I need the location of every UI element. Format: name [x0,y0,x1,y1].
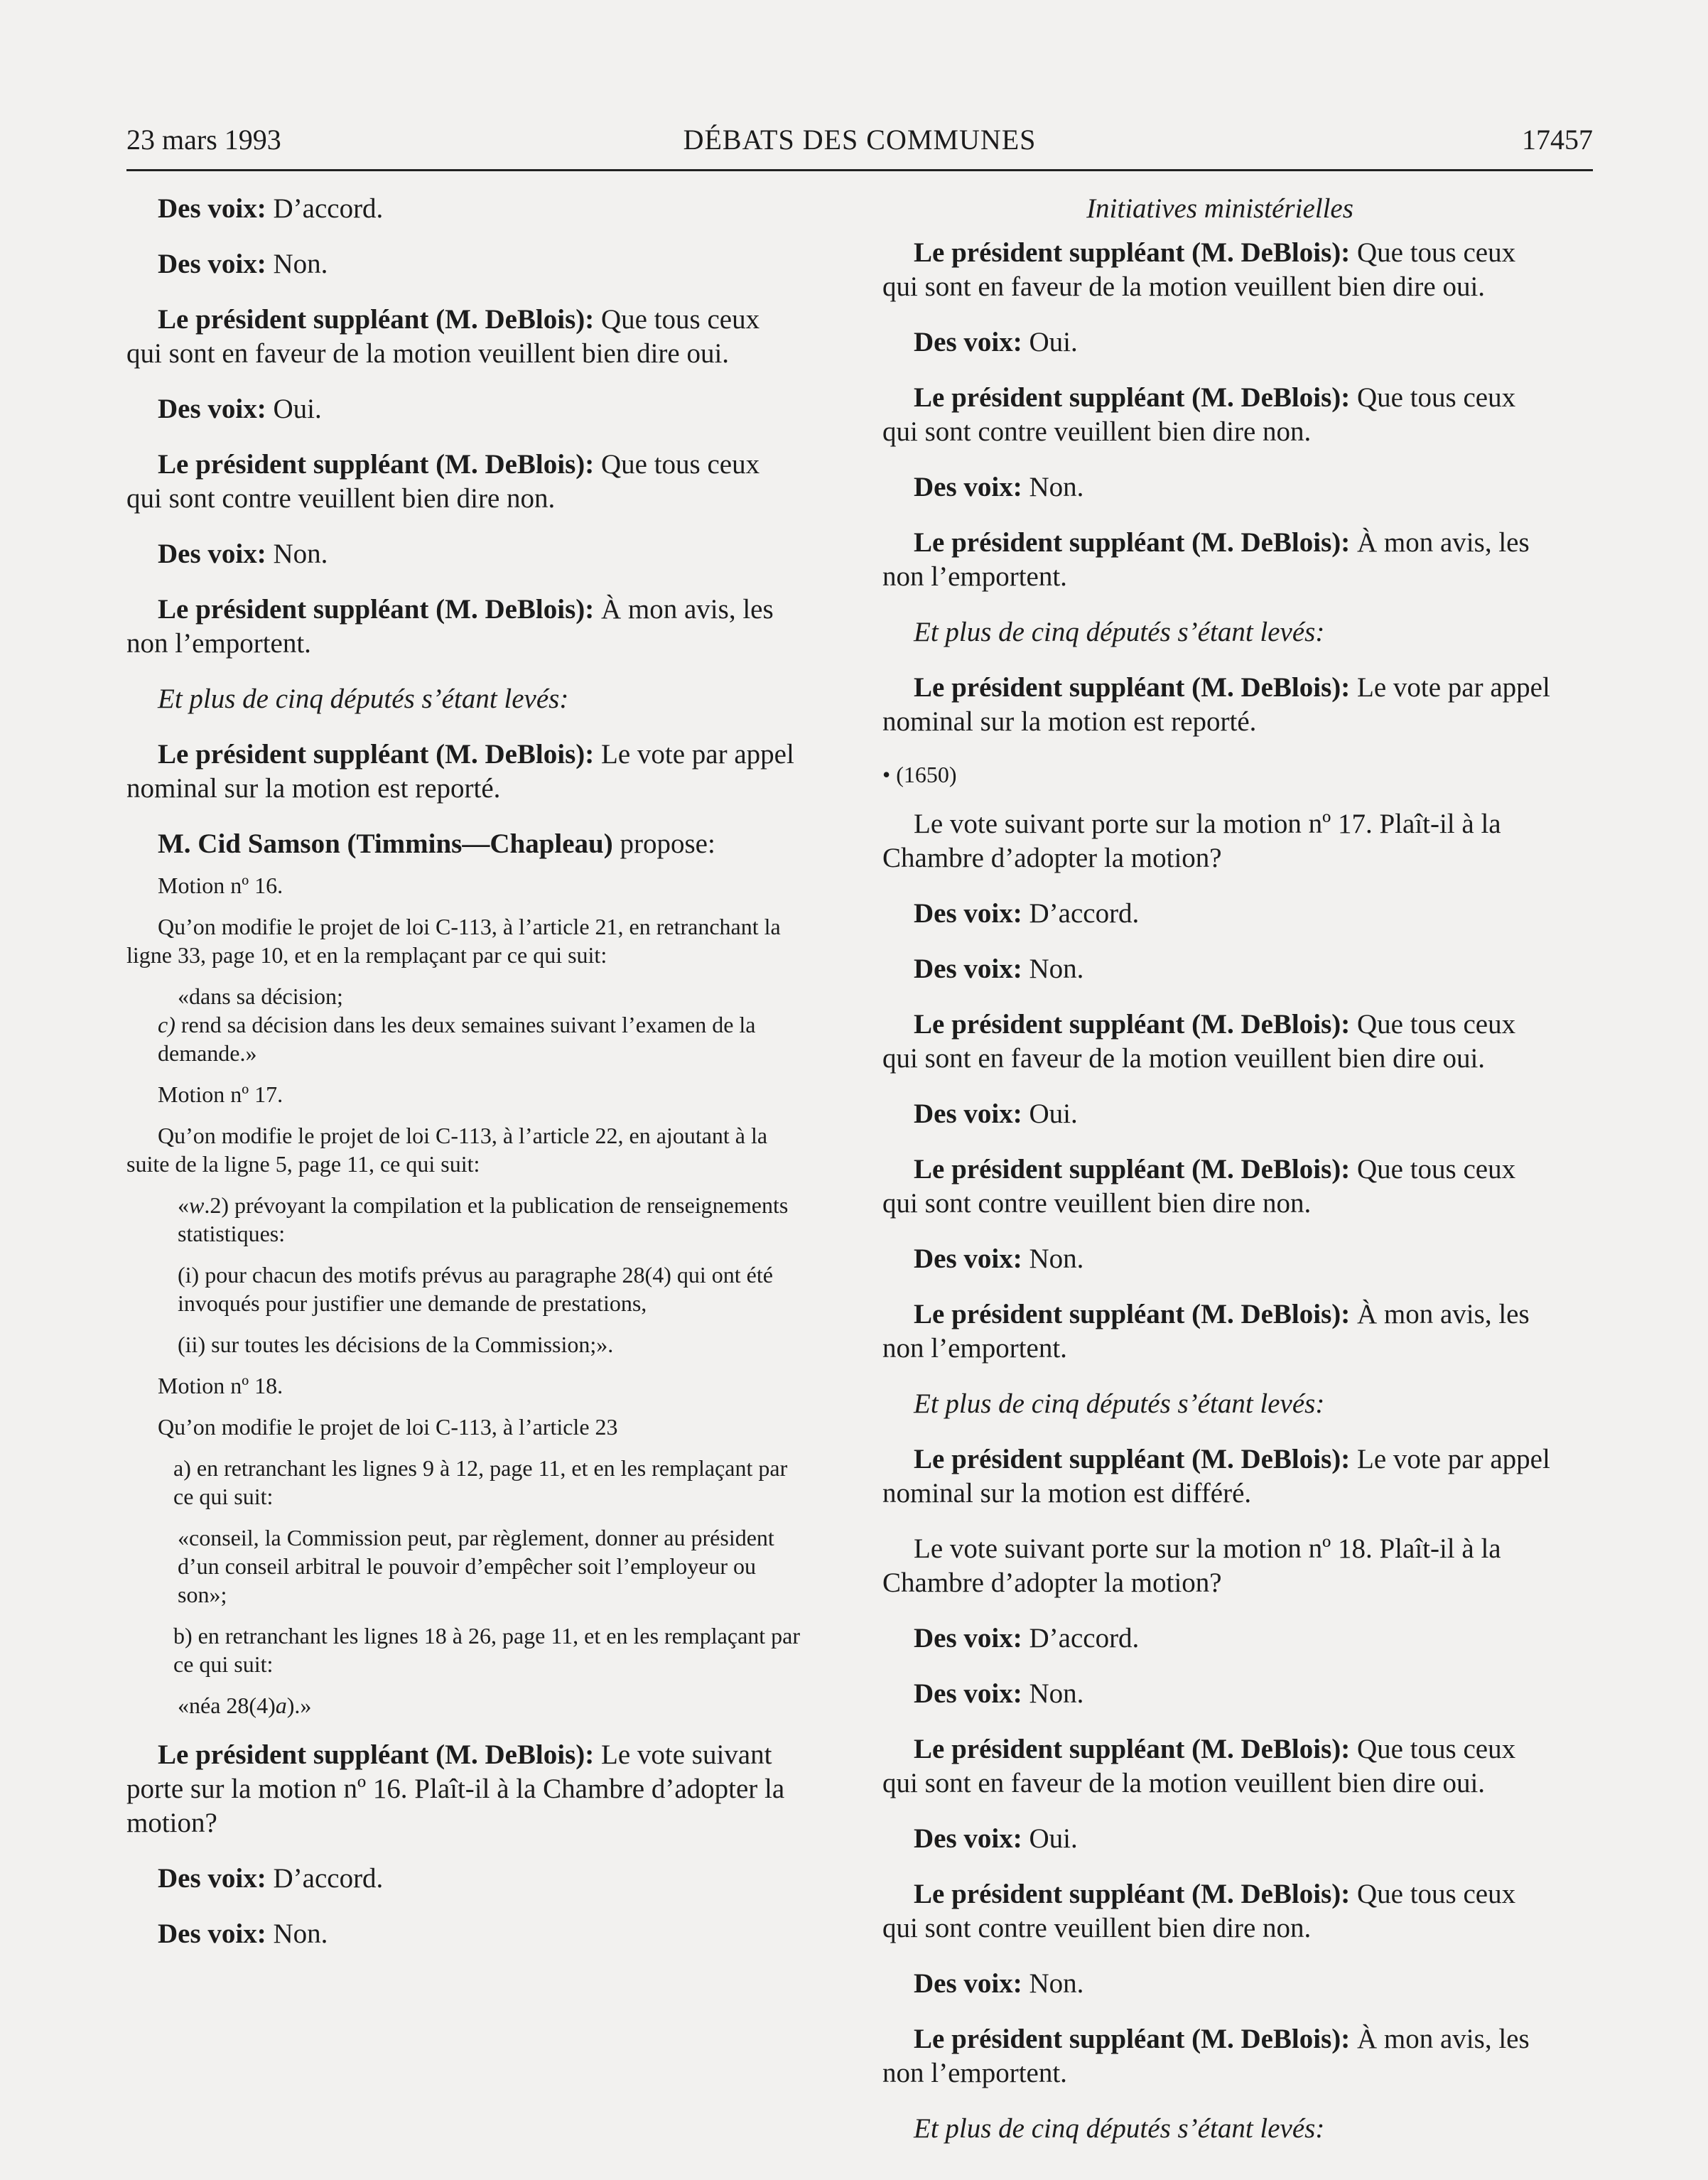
paragraph [882,952,1557,986]
speech: Que tous ceux qui sont en faveur de la motion veuillent bien dire oui. [882,1009,1516,1074]
speech: Non. [266,539,328,569]
speaker: Le président suppléant (M. DeBlois): [914,1009,1351,1040]
speaker: Des voix: [914,327,1022,357]
speech: Le vote par appel nominal sur la motion est reporté. [126,739,794,804]
paragraph [882,1442,1557,1511]
speaker: Des voix: [158,1863,266,1894]
speech: Non. [1022,472,1084,502]
paragraph [882,1008,1557,1076]
speech: Non. [266,1919,328,1949]
motion-subitem: a) en retranchant les lignes 9 à 12, page 11, et en les remplaçant par ce qui suit: [173,1455,788,1509]
paragraph [882,897,1557,931]
speech: Que tous ceux qui sont en faveur de la motion veuillent bien dire oui. [882,1734,1516,1798]
speech: Non. [1022,1968,1084,1999]
speech: Que tous ceux qui sont en faveur de la motion veuillent bien dire oui. [126,304,760,369]
paragraph: Le vote suivant porte sur la motion nº 18. Plaît-il à la Chambre d’adopter la motion? [882,1533,1501,1598]
speech: Oui. [266,394,322,424]
paragraph [126,1862,801,1896]
stage-direction: Et plus de cinq députés s’étant levés: [914,1388,1325,1419]
speech: D’accord. [266,1863,384,1894]
quoted-text [126,1691,801,1720]
speaker: Le président suppléant (M. DeBlois): [158,594,595,625]
paragraph [126,738,801,806]
header-page-number: 17457 [1522,124,1593,156]
speech: Que tous ceux qui sont en faveur de la motion veuillent bien dire oui. [882,237,1516,302]
quoted-text-start: «néa 28(4) [178,1693,276,1718]
header-title: DÉBATS DES COMMUNES [683,124,1037,156]
speech: Que tous ceux qui sont contre veuillent bien dire non. [882,382,1516,447]
speech: Non. [1022,1678,1084,1709]
speaker: Des voix: [158,1919,266,1949]
speaker: Le président suppléant (M. DeBlois): [914,1879,1351,1909]
quote-mark: « [178,1192,189,1218]
speaker: Des voix: [914,898,1022,929]
paragraph [882,1967,1557,2001]
speaker: Des voix: [158,394,266,424]
right-column [882,192,1557,2167]
section-title: Initiatives ministérielles [1086,193,1353,224]
speaker: Le président suppléant (M. DeBlois): [914,237,1351,268]
speaker: Le président suppléant (M. DeBlois): [914,382,1351,413]
stage-direction: Et plus de cinq députés s’étant levés: [914,617,1325,647]
speaker: Des voix: [158,539,266,569]
paragraph [882,671,1557,739]
speaker: Le président suppléant (M. DeBlois): [914,1154,1351,1185]
timestamp: • (1650) [882,762,957,787]
paragraph [126,448,801,516]
speech: Non. [266,249,328,279]
paragraph [882,1242,1557,1276]
page-header [126,122,1593,169]
speech: À mon avis, les non l’emportent. [126,594,774,659]
speech: D’accord. [1022,1623,1140,1653]
paragraph [126,1917,801,1951]
speaker: Des voix: [914,1243,1022,1274]
paragraph [882,1297,1557,1366]
paragraph [126,192,801,226]
speaker: Le président suppléant (M. DeBlois): [914,1734,1351,1764]
paragraph [126,1738,801,1840]
speech: À mon avis, les non l’emportent. [882,1299,1530,1364]
speech: Oui. [1022,327,1078,357]
stage-direction: Et plus de cinq députés s’étant levés: [914,2113,1325,2144]
motion-text: Qu’on modifie le projet de loi C-113, à l’article 22, en ajoutant à la suite de la ligne 5, page 11, ce qui suit: [126,1123,768,1177]
paragraph [882,1677,1557,1711]
paragraph [126,247,801,281]
paragraph [882,325,1557,360]
speaker: Des voix: [914,1968,1022,1999]
motion-label: Motion nº 18. [158,1373,283,1398]
speaker: Le président suppléant (M. DeBlois): [914,1299,1351,1329]
speech: Que tous ceux qui sont contre veuillent bien dire non. [882,1879,1516,1943]
speaker: Le président suppléant (M. DeBlois): [158,739,595,770]
paragraph [882,1621,1557,1656]
speech: Que tous ceux qui sont contre veuillent bien dire non. [882,1154,1516,1219]
quoted-text [126,1191,801,1248]
quoted-text: «conseil, la Commission peut, par règlement, donner au président d’un conseil arbitral le pouvoir d’empêcher soit l’employeur ou son»; [178,1525,774,1607]
speaker: Le président suppléant (M. DeBlois): [914,2024,1351,2054]
header-date: 23 mars 1993 [126,124,281,156]
speech: Oui. [1022,1099,1078,1129]
speech: Non. [1022,954,1084,984]
paragraph [126,593,801,661]
paragraph [126,392,801,426]
quoted-text: (i) pour chacun des motifs prévus au paragraphe 28(4) qui ont été invoqués pour justifier une demande de prestations, [178,1262,773,1316]
header-rule [126,169,1593,171]
motion-text: Qu’on modifie le projet de loi C-113, à l’article 23 [158,1414,618,1440]
paragraph [882,470,1557,504]
paragraph [882,381,1557,449]
speech: À mon avis, les non l’emportent. [882,2024,1530,2088]
speech: Le vote suivant porte sur la motion nº 16. Plaît-il à la Chambre d’adopter la motion? [126,1739,785,1838]
speaker: Le président suppléant (M. DeBlois): [914,527,1351,558]
italic-letter: a [275,1693,287,1718]
speech: D’accord. [266,193,384,224]
quoted-text-rest: rend sa décision dans les deux semaines suivant l’examen de la demande.» [158,1012,756,1066]
speech: Le vote par appel nominal sur la motion est reporté. [882,672,1550,737]
motion-subitem: b) en retranchant les lignes 18 à 26, page 11, et en les remplaçant par ce qui suit: [173,1623,801,1677]
speech: Le vote par appel nominal sur la motion est différé. [882,1444,1550,1509]
paragraph [126,303,801,371]
speaker: Le président suppléant (M. DeBlois): [158,304,595,335]
italic-letter: w [189,1192,205,1218]
left-column [126,192,801,2167]
paragraph [882,236,1557,304]
speech: D’accord. [1022,898,1140,929]
speaker: Des voix: [914,954,1022,984]
speech: Que tous ceux qui sont contre veuillent bien dire non. [126,449,760,514]
speaker: Des voix: [914,472,1022,502]
quoted-text-rest: .2) prévoyant la compilation et la publication de renseignements statistiques: [178,1192,789,1246]
motion-text: Qu’on modifie le projet de loi C-113, à l’article 21, en retranchant la ligne 33, page 10, et en la remplaçant par ce qui suit: [126,914,781,968]
paragraph [882,1877,1557,1946]
paragraph: Le vote suivant porte sur la motion nº 17. Plaît-il à la Chambre d’adopter la motion? [882,809,1501,873]
speaker: Des voix: [914,1623,1022,1653]
speech: propose: [612,829,715,859]
italic-letter: c) [158,1012,175,1037]
paragraph [882,1822,1557,1856]
paragraph [882,1732,1557,1801]
speech: Oui. [1022,1823,1078,1854]
speaker: Le président suppléant (M. DeBlois): [158,1739,595,1770]
speaker: Des voix: [914,1823,1022,1854]
quoted-text-end: ).» [286,1693,312,1718]
speaker: Des voix: [158,249,266,279]
speaker: M. Cid Samson (Timmins—Chapleau) [158,829,613,859]
stage-direction: Et plus de cinq députés s’étant levés: [158,684,569,714]
speaker: Le président suppléant (M. DeBlois): [158,449,595,480]
paragraph [882,1153,1557,1221]
speaker: Des voix: [914,1099,1022,1129]
paragraph [882,526,1557,594]
quoted-text [126,1010,801,1067]
motion-label: Motion nº 17. [158,1081,283,1107]
paragraph [126,537,801,571]
quoted-text: (ii) sur toutes les décisions de la Commission;». [178,1332,614,1357]
paragraph [882,1097,1557,1131]
speech: Non. [1022,1243,1084,1274]
speech: À mon avis, les non l’emportent. [882,527,1530,592]
motion-label: Motion nº 16. [158,873,283,898]
paragraph [126,827,801,861]
paragraph [882,2022,1557,2090]
speaker: Le président suppléant (M. DeBlois): [914,672,1351,703]
speaker: Le président suppléant (M. DeBlois): [914,1444,1351,1474]
speaker: Des voix: [158,193,266,224]
quoted-text: «dans sa décision; [178,983,343,1009]
speaker: Des voix: [914,1678,1022,1709]
